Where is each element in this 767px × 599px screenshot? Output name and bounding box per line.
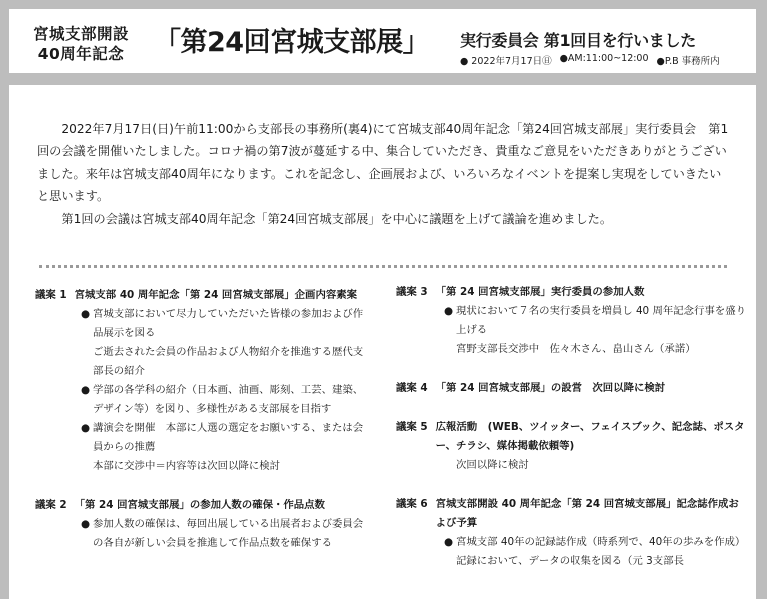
bullet-subtext: 本部に交渉中＝内容等は次回以降に検討 [93,460,281,472]
agenda-item-3 [396,283,746,359]
agenda-item-6 [396,495,746,571]
bullet-point: ● 参加人数の確保は、毎回出展している出展者および委員会の各自が新しい会員を推進して作品点数を確保する [81,515,370,553]
dotted-divider [39,265,727,268]
meta-time: ●AM:11:00~12:00 [559,53,649,64]
bullet-point: ● 学部の各学科の紹介（日本画、油画、彫刻、工芸、建築、デザイン等）を図り、多様性がある支部展を目指す [81,381,370,419]
agenda-title: 「第 24 回宮城支部展」実行委員の参加人数 [435,286,645,298]
bullet-point: ● 講演会を開催 本部に人選の選定をお願いする、または会員からの推薦 [81,419,370,457]
agenda-subtext: 次回以降に検討 [456,459,529,471]
bullet-icon: ● [444,305,454,317]
bullet-subtext: 宮野支部長交渉中 佐々木さん、畠山さん（承諾） [456,343,696,355]
meta-date: ● 2022年7月17日㊐ [460,56,552,67]
agenda-item-1 [35,286,370,476]
agenda-number: 議案 3 [396,286,428,298]
agenda-title: 宮城支部 40 周年記念「第 24 回宮城支部展」企画内容素案 [74,289,358,301]
agenda-number: 議案 4 [396,382,428,394]
bullet-point: ● 現状において７名の実行委員を増員し 40 周年記念行事を盛り上げる [444,302,746,340]
bullet-icon: ● [81,308,91,320]
agenda-number: 議案 6 [396,498,428,510]
agenda-number: 議案 2 [35,499,67,511]
bullet-icon: ● [81,384,91,396]
bullet-icon: ● [81,518,91,530]
agenda-title: 「第 24 回宮城支部展」の設営 次回以降に検討 [435,382,666,394]
subtitle: 実行委員会 第1回目を行いました [460,31,696,50]
agenda-left-column [35,286,370,553]
content-box [9,85,756,599]
main-title: 「第24回宮城支部展」 [154,27,430,58]
bullet-point: ● 宮城支部において尽力していただいた皆様の参加および作品展示を図る [81,305,370,343]
intro-text [37,118,731,230]
bullet-icon: ● [444,536,454,548]
org-line-2: 40周年記念 [37,45,125,63]
agenda-item-2 [35,496,370,553]
agenda-title: 宮城支部開設 40 周年記念「第 24 回宮城支部展」記念誌作成および予算 [435,498,739,529]
intro-paragraph-1: 2022年7月17日(日)午前11:00から支部長の事務所(裏4)にて宮城支部40周年記念「第24回宮城支部展」実行委員会 第1回の会議を開催いたしました。コロナ禍の第7波が蔓延する中、集合していただき、貴重なご意見をいただきありがとうございました。来年は宮城支部40周年になります。これを記念し、企画展および、いろいろなイベントを提案し実現をしていきたいと思います。 [37,122,729,204]
agenda-right-column [396,283,746,571]
bullet-icon: ● [81,422,91,434]
agenda-number: 議案 1 [35,289,67,301]
agenda-title: 広報活動 (WEB、ツイッター、フェイスブック、記念誌、ポスター、チラシ、媒体掲載依頼等) [435,421,745,452]
org-line-1: 宮城支部開設 [33,25,130,43]
header-box [9,9,756,73]
agenda-title: 「第 24 回宮城支部展」の参加人数の確保・作品点数 [74,499,325,511]
bullet-point: ● 宮城支部 40年の記録誌作成（時系列で、40年の歩みを作成） [444,533,746,552]
agenda-item-4 [396,379,746,398]
meta-info [460,53,720,67]
agenda-number: 議案 5 [396,421,428,433]
bullet-subtext: ご逝去された会員の作品および人物紹介を推進する歴代支部長の紹介 [93,346,364,377]
meta-place: ●P.B 事務所内 [656,56,720,67]
org-label [33,24,129,64]
intro-paragraph-2: 第1回の会議は宮城支部40周年記念「第24回宮城支部展」を中心に議題を上げて議論を進めました。 [61,211,613,226]
bullet-subtext: 記録において、データの収集を図る（元 3支部長 [456,555,684,567]
agenda-item-5 [396,418,746,475]
